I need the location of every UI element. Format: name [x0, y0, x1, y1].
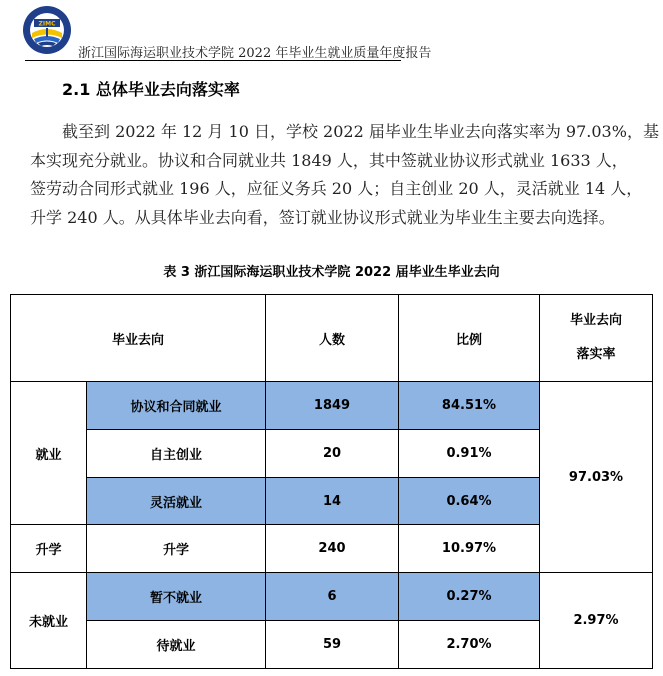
paragraph-line: 截至到 2022 年 12 月 10 日，学校 2022 届毕业生毕业去向落实率为 97.03%，基: [62, 122, 659, 141]
header-rate-line1: 毕业去向: [569, 313, 622, 328]
destination-type-cell: 灵活就业: [87, 478, 266, 525]
ratio-cell: 0.64%: [399, 478, 540, 525]
header-ratio: 比例: [399, 295, 540, 382]
header-placement-rate: [540, 295, 653, 382]
destination-type-cell: 自主创业: [87, 430, 266, 478]
count-cell: 6: [266, 573, 399, 621]
count-cell: 59: [266, 621, 399, 669]
count-cell: 240: [266, 525, 399, 573]
destination-type-cell: 协议和合同就业: [87, 382, 266, 430]
count-cell: 14: [266, 478, 399, 525]
ratio-cell: 0.91%: [399, 430, 540, 478]
placement-rate-cell: 97.03%: [540, 382, 653, 573]
ratio-cell: 84.51%: [399, 382, 540, 430]
destination-type-cell: 升学: [87, 525, 266, 573]
table-header-row: [11, 295, 653, 382]
placement-rate-cell: 2.97%: [540, 573, 653, 669]
graduate-destination-table: [10, 294, 653, 669]
svg-text:ZIMC: ZIMC: [38, 20, 56, 28]
table-row: [11, 573, 653, 621]
destination-type-cell: 暂不就业: [87, 573, 266, 621]
ratio-cell: 0.27%: [399, 573, 540, 621]
count-cell: 20: [266, 430, 399, 478]
header-divider: [25, 60, 401, 61]
header-destination: 毕业去向: [11, 295, 266, 382]
paragraph-line: 升学 240 人。从具体毕业去向看，签订就业协议形式就业为毕业生主要去向选择。: [30, 207, 615, 227]
header-count: 人数: [266, 295, 399, 382]
table-row: [11, 382, 653, 430]
header-rate-line2: 落实率: [576, 347, 616, 362]
school-emblem-icon: [22, 5, 72, 55]
count-cell: 1849: [266, 382, 399, 430]
paragraph-line: 签劳动合同形式就业 196 人，应征义务兵 20 人；自主创业 20 人，灵活就业 14 人，: [30, 179, 643, 198]
report-header-title: 浙江国际海运职业技术学院 2022 年毕业生就业质量年度报告: [78, 46, 432, 61]
body-paragraph: [30, 118, 659, 232]
table-caption: 表 3 浙江国际海运职业技术学院 2022 届毕业生毕业去向: [163, 265, 500, 280]
category-cell: 升学: [11, 525, 87, 573]
destination-type-cell: 待就业: [87, 621, 266, 669]
category-cell: 就业: [11, 382, 87, 525]
ratio-cell: 10.97%: [399, 525, 540, 573]
ratio-cell: 2.70%: [399, 621, 540, 669]
category-cell: 未就业: [11, 573, 87, 669]
paragraph-line: 本实现充分就业。协议和合同就业共 1849 人，其中签就业协议形式就业 1633 人，: [30, 150, 628, 170]
section-heading: 2.1 总体毕业去向落实率: [62, 80, 240, 99]
